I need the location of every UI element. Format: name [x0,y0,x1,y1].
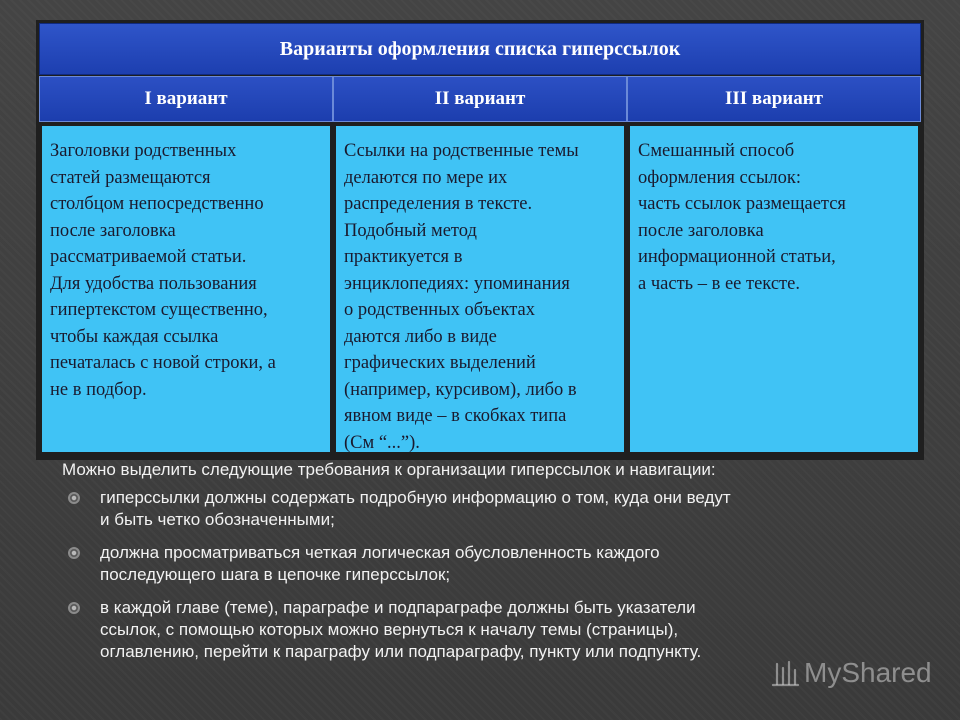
cell-line: рассматриваемой статьи. [50,247,247,267]
cell-line: не в подбор. [50,379,147,400]
cell-line: статей размещаются [50,167,211,188]
bullet-icon [68,602,80,614]
list-item [68,487,928,531]
cell-line: гипертекстом существенно, [50,300,268,320]
table-body-row [39,123,921,455]
books-logo-icon [770,658,800,688]
cell-line: после заголовка [50,220,176,241]
cell-line: Заголовки родственных [50,141,237,161]
cell-line: энциклопедиях: упоминания [344,273,570,294]
list-item-line: оглавлению, перейти к параграфу или подпараграфу, пункту или подпункту. [100,642,702,661]
cell-line: графических выделений [344,353,536,373]
cell-variant-3 [627,123,921,455]
cell-variant-1 [39,123,333,455]
watermark-text: MyShared [804,657,932,688]
table-title: Варианты оформления списка гиперссылок [39,23,921,75]
list-item [68,542,928,586]
table-header-row [39,76,921,122]
cell-line: оформления ссылок: [638,167,802,188]
cell-line: часть ссылок размещается [638,194,846,214]
cell-line: после заголовка [638,220,764,241]
requirements-intro: Можно выделить следующие требования к организации гиперссылок и навигации: [62,460,716,479]
cell-line: о родственных объектах [344,300,535,320]
cell-line: практикуется в [344,247,463,267]
header-variant-1: I вариант [39,76,333,122]
cell-line: распределения в тексте. [344,194,533,214]
header-variant-2: II вариант [333,76,627,122]
variants-table-image [36,20,924,460]
cell-line: делаются по мере их [344,167,508,188]
cell-line: Смешанный способ [638,141,795,161]
cell-line: (например, курсивом), либо в [344,379,577,400]
requirements-list [68,487,928,674]
header-variant-3: III вариант [627,76,921,122]
cell-line: даются либо в виде [344,326,497,347]
list-item-line: последующего шага в цепочке гиперссылок; [100,565,451,584]
cell-line: печаталась с новой строки, а [50,353,276,373]
bullet-icon [68,492,80,504]
cell-line: Для удобства пользования [50,273,257,294]
watermark [770,657,932,689]
cell-variant-2 [333,123,627,455]
cell-line: Ссылки на родственные темы [344,141,579,161]
cell-line: чтобы каждая ссылка [50,326,219,347]
list-item-line: ссылок, с помощью которых можно вернуться к началу темы (страницы), [100,620,679,639]
cell-line: явном виде – в скобках типа [344,406,567,426]
bullet-icon [68,547,80,559]
cell-line: столбцом непосредственно [50,194,264,214]
list-item-line: в каждой главе (теме), параграфе и подпараграфе должны быть указатели [100,598,696,617]
list-item-line: и быть четко обозначенными; [100,510,335,529]
list-item [68,597,928,663]
list-item-line: должна просматриваться четкая логическая обусловленность каждого [100,543,660,562]
cell-line: информационной статьи, [638,247,836,267]
list-item-line: гиперссылки должны содержать подробную информацию о том, куда они ведут [100,488,731,507]
cell-line: Подобный метод [344,220,477,241]
cell-line: а часть – в ее тексте. [638,273,800,294]
cell-line: (См “...”). [344,432,420,453]
